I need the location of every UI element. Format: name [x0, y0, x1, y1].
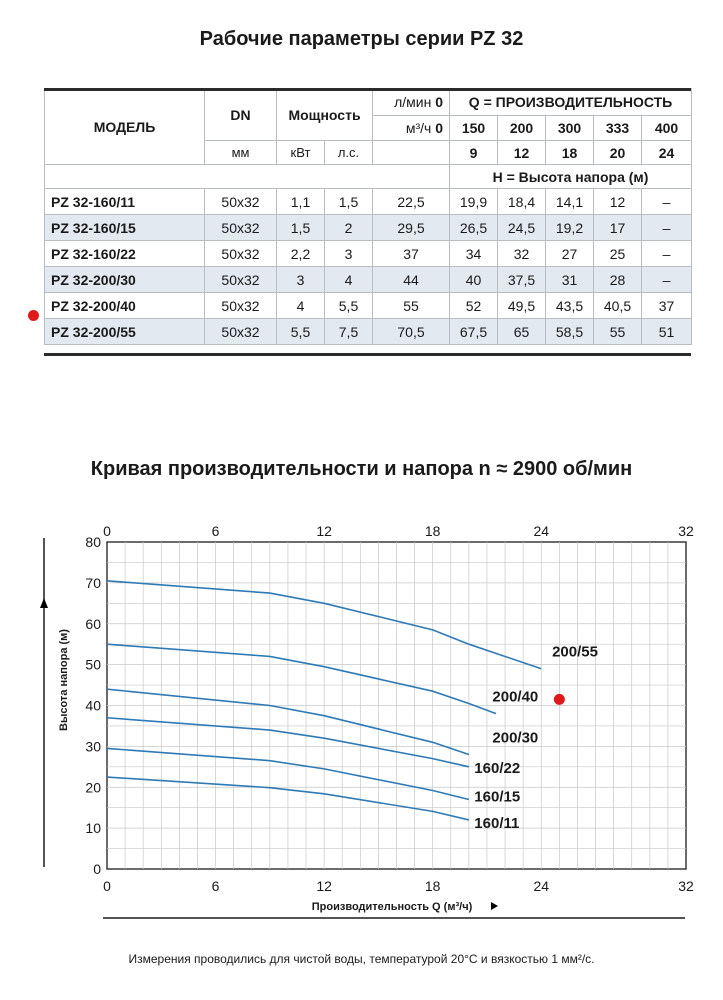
q-m3h-3: 18 [546, 141, 594, 165]
header-power: Мощность [277, 89, 373, 141]
q-lpm-1: 150 [450, 116, 498, 141]
header-m3h-label [373, 116, 450, 141]
x-tick-label: 12 [316, 878, 332, 894]
y-axis-arrow [40, 598, 48, 608]
x-tick-label: 32 [678, 878, 694, 894]
cell-kw: 1,1 [277, 189, 325, 215]
table-top-border [44, 88, 691, 91]
table-row [45, 189, 692, 215]
q-lpm-3: 300 [546, 116, 594, 141]
header-blank [373, 141, 450, 165]
x-tick-label: 6 [211, 878, 220, 894]
header-spacer [45, 165, 450, 189]
header-h-title: H = Высота напора (м) [450, 165, 692, 189]
m3h-label: м³/ч [405, 120, 432, 136]
cell-head-5: – [642, 215, 692, 241]
y-tick-label: 10 [85, 820, 101, 837]
cell-model: PZ 32-160/11 [45, 189, 205, 215]
cell-hp: 3 [325, 241, 373, 267]
cell-hp: 1,5 [325, 189, 373, 215]
footnote: Измерения проводились для чистой воды, температурой 20°C и вязкостью 1 мм²/с. [128, 952, 595, 966]
q-lpm-5: 400 [642, 116, 692, 141]
cell-head-5: – [642, 267, 692, 293]
x-tick-label: 18 [424, 878, 441, 894]
y-tick-label: 40 [85, 697, 101, 714]
x-top-tick-label: 24 [533, 523, 550, 539]
series-label-200-55: 200/55 [552, 643, 598, 661]
cell-hp: 7,5 [325, 319, 373, 345]
cell-head-5: – [642, 241, 692, 267]
cell-model: PZ 32-200/55 [45, 319, 205, 345]
cell-head-0: 44 [373, 267, 450, 293]
cell-dn: 50x32 [205, 267, 277, 293]
cell-head-4: 40,5 [594, 293, 642, 319]
cell-kw: 2,2 [277, 241, 325, 267]
cell-head-2: 65 [498, 319, 546, 345]
performance-chart [0, 510, 723, 950]
cell-head-0: 29,5 [373, 215, 450, 241]
cell-hp: 4 [325, 267, 373, 293]
cell-head-1: 67,5 [450, 319, 498, 345]
cell-dn: 50x32 [205, 241, 277, 267]
cell-head-1: 34 [450, 241, 498, 267]
cell-head-5: – [642, 189, 692, 215]
x-tick-label: 24 [533, 878, 550, 894]
x-tick-label: 0 [103, 878, 111, 894]
cell-kw: 5,5 [277, 319, 325, 345]
cell-head-0: 37 [373, 241, 450, 267]
highlight-dot-chart [554, 694, 565, 705]
table-title: Рабочие параметры серии PZ 32 [199, 28, 524, 50]
series-label-160-11: 160/11 [474, 815, 520, 833]
highlight-dot-table [28, 310, 39, 321]
x-top-tick-label: 32 [678, 523, 694, 539]
cell-head-2: 49,5 [498, 293, 546, 319]
header-model: МОДЕЛЬ [45, 89, 205, 165]
x-top-tick-label: 12 [316, 523, 332, 539]
cell-head-2: 32 [498, 241, 546, 267]
y-tick-label: 50 [85, 656, 101, 673]
header-lpm-label [373, 89, 450, 116]
cell-dn: 50x32 [205, 293, 277, 319]
cell-model: PZ 32-160/22 [45, 241, 205, 267]
q-m3h-1: 9 [450, 141, 498, 165]
header-dn: DN [205, 89, 277, 141]
cell-head-5: 51 [642, 319, 692, 345]
cell-kw: 1,5 [277, 215, 325, 241]
parameters-table [44, 88, 691, 356]
q-lpm-0: 0 [435, 94, 444, 110]
table-row [45, 241, 692, 267]
y-tick-label: 0 [93, 861, 101, 877]
cell-head-5: 37 [642, 293, 692, 319]
cell-head-3: 19,2 [546, 215, 594, 241]
parameters-table-grid [44, 88, 692, 345]
header-q-title: Q = ПРОИЗВОДИТЕЛЬНОСТЬ [450, 89, 692, 116]
cell-dn: 50x32 [205, 189, 277, 215]
series-label-200-40: 200/40 [492, 688, 539, 706]
cell-kw: 3 [277, 267, 325, 293]
table-bottom-border [44, 353, 691, 356]
x-axis-label: Производительность Q (м³/ч) [311, 901, 473, 913]
cell-head-4: 25 [594, 241, 642, 267]
y-tick-label: 80 [85, 534, 101, 550]
cell-head-3: 27 [546, 241, 594, 267]
table-row [45, 293, 692, 319]
cell-head-3: 31 [546, 267, 594, 293]
y-tick-label: 20 [85, 779, 101, 796]
x-top-tick-label: 0 [103, 523, 111, 539]
y-tick-label: 70 [85, 574, 101, 591]
cell-hp: 5,5 [325, 293, 373, 319]
cell-head-1: 52 [450, 293, 498, 319]
cell-head-0: 70,5 [373, 319, 450, 345]
q-lpm-4: 333 [594, 116, 642, 141]
q-lpm-2: 200 [498, 116, 546, 141]
table-row [45, 319, 692, 345]
q-m3h-4: 20 [594, 141, 642, 165]
x-top-tick-label: 18 [424, 523, 441, 539]
cell-head-1: 19,9 [450, 189, 498, 215]
x-axis-arrow [491, 902, 498, 910]
cell-head-0: 55 [373, 293, 450, 319]
unit-mm: мм [205, 141, 277, 165]
cell-head-4: 17 [594, 215, 642, 241]
cell-head-4: 28 [594, 267, 642, 293]
cell-model: PZ 32-160/15 [45, 215, 205, 241]
q-m3h-2: 12 [498, 141, 546, 165]
cell-model: PZ 32-200/30 [45, 267, 205, 293]
cell-dn: 50x32 [205, 215, 277, 241]
y-tick-label: 30 [85, 738, 101, 755]
cell-head-4: 55 [594, 319, 642, 345]
cell-head-4: 12 [594, 189, 642, 215]
cell-dn: 50x32 [205, 319, 277, 345]
cell-head-2: 24,5 [498, 215, 546, 241]
series-label-160-22: 160/22 [474, 759, 521, 777]
cell-model: PZ 32-200/40 [45, 293, 205, 319]
series-label-160-15: 160/15 [474, 788, 521, 806]
cell-head-0: 22,5 [373, 189, 450, 215]
q-m3h-0: 0 [435, 120, 444, 136]
cell-head-3: 58,5 [546, 319, 594, 345]
unit-hp: л.с. [325, 141, 373, 165]
cell-head-2: 37,5 [498, 267, 546, 293]
cell-kw: 4 [277, 293, 325, 319]
cell-head-1: 40 [450, 267, 498, 293]
series-label-200-30: 200/30 [492, 729, 539, 747]
lpm-label: л/мин [394, 94, 432, 110]
table-body [45, 189, 692, 345]
unit-kw: кВт [277, 141, 325, 165]
cell-hp: 2 [325, 215, 373, 241]
x-top-tick-label: 6 [211, 523, 220, 539]
y-axis-label: Высота напора (м) [58, 629, 70, 731]
cell-head-2: 18,4 [498, 189, 546, 215]
table-row [45, 215, 692, 241]
cell-head-3: 43,5 [546, 293, 594, 319]
cell-head-1: 26,5 [450, 215, 498, 241]
chart-title: Кривая производительности и напора n ≈ 2900 об/мин [90, 458, 633, 480]
q-m3h-5: 24 [642, 141, 692, 165]
table-row [45, 267, 692, 293]
cell-head-3: 14,1 [546, 189, 594, 215]
y-tick-label: 60 [85, 615, 101, 632]
